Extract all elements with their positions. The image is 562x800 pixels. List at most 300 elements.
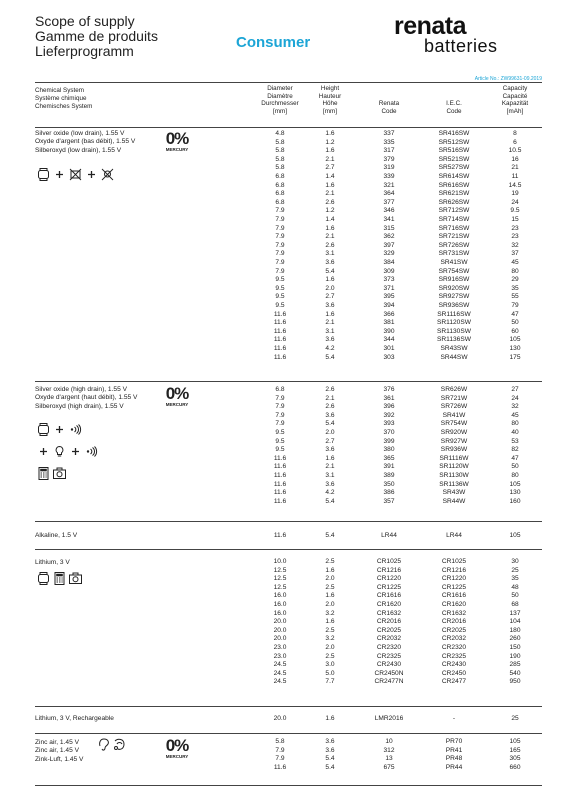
battery-row (35, 489, 542, 497)
capacity-cell: 60 (511, 327, 519, 335)
capacity-cell: 16 (511, 155, 519, 163)
height-cell: 1.2 (325, 207, 335, 215)
battery-section (35, 706, 542, 734)
renata-code-cell: 366 (383, 310, 395, 318)
header-line: Height (320, 85, 340, 92)
iec-code-cell: SR516SW (438, 147, 470, 155)
height-cell: 3.6 (325, 446, 335, 454)
height-cell: 3.1 (325, 327, 335, 335)
iec-code-cell: SR1116SW (437, 310, 471, 318)
title-line-de: Lieferprogramm (35, 43, 134, 59)
battery-row (35, 472, 542, 480)
battery-row (35, 635, 542, 643)
iec-code-cell: SR1136SW (437, 336, 471, 344)
renata-code-cell: CR2320 (376, 644, 402, 651)
iec-code-cell: CR1225 (441, 583, 467, 591)
iec-code-cell: CR1620 (441, 601, 467, 608)
capacity-cell: 165 (509, 746, 521, 754)
header-line: Hauteur (318, 92, 342, 100)
header-line: Kapazität (501, 100, 529, 108)
capacity-cell: 80 (511, 267, 519, 275)
battery-row (35, 610, 542, 618)
renata-code-cell: 377 (383, 198, 395, 206)
header-line: Diamètre (267, 92, 293, 100)
brand-subtitle: batteries (424, 36, 498, 56)
height-cell: 2.0 (325, 575, 335, 583)
header-line: Capacité (502, 92, 528, 100)
iec-code-cell: CR2325 (441, 652, 467, 660)
iec-code-cell: SR754SW (438, 267, 470, 275)
capacity-cell: 80 (511, 420, 519, 428)
renata-code-cell: 315 (383, 224, 395, 232)
height-cell: 3.2 (325, 635, 335, 643)
renata-code-cell: 339 (383, 173, 395, 180)
capacity-cell: 285 (509, 661, 521, 669)
iec-code-cell: SR714SW (438, 216, 470, 223)
header-line: Renata (378, 100, 400, 107)
renata-code-cell: 13 (385, 755, 393, 763)
battery-row (35, 584, 542, 592)
renata-code-cell: 364 (383, 190, 395, 198)
diameter-cell: 7.9 (275, 420, 285, 428)
battery-row (35, 259, 542, 267)
mercury-label: MERCURY (165, 402, 189, 407)
battery-row (35, 276, 542, 284)
diameter-cell: 20.0 (273, 618, 287, 626)
diameter-cell: 20.0 (273, 715, 287, 722)
height-cell: 2.1 (325, 319, 335, 327)
iec-code-cell: SR726SW (438, 241, 470, 249)
height-cell: 2.1 (325, 190, 335, 198)
diameter-cell: 11.6 (273, 497, 287, 505)
diameter-cell: 16.0 (273, 592, 287, 600)
renata-code-cell: LR44 (381, 532, 397, 539)
height-cell: 2.6 (325, 386, 335, 393)
capacity-cell: 80 (511, 472, 519, 479)
header-line: Durchmesser (261, 100, 299, 108)
capacity-cell: 53 (511, 437, 519, 445)
height-cell: 1.6 (325, 454, 335, 462)
title-line-en: Scope of supply (35, 13, 135, 29)
capacity-cell: 105 (509, 336, 521, 344)
renata-code-cell: 675 (383, 763, 395, 771)
diameter-cell: 12.5 (273, 566, 287, 574)
capacity-cell: 104 (509, 618, 521, 626)
capacity-cell: 660 (509, 763, 521, 771)
capacity-cell: 30 (511, 558, 519, 565)
diameter-cell: 12.5 (273, 575, 287, 583)
renata-code-cell: 399 (383, 437, 395, 445)
renata-code-cell: 384 (383, 259, 395, 266)
battery-row (35, 156, 542, 164)
diameter-cell: 7.9 (275, 746, 285, 754)
battery-row (35, 463, 542, 471)
height-cell: 3.6 (325, 302, 335, 309)
header-line: Höhe (322, 100, 338, 108)
header-line: Capacity (502, 85, 528, 92)
mercury-percent: 0% (165, 384, 189, 403)
battery-row (35, 182, 542, 190)
battery-row (35, 293, 542, 301)
renata-code-cell: 329 (383, 250, 395, 258)
height-cell: 2.7 (325, 293, 335, 301)
capacity-cell: 27 (511, 386, 519, 393)
diameter-header (255, 85, 305, 115)
battery-row (35, 395, 542, 403)
battery-row (35, 403, 542, 411)
diameter-cell: 9.5 (275, 302, 285, 309)
capacity-cell: 47 (511, 454, 519, 462)
chemical-system-line: Silver oxide (low drain), 1.55 V (35, 130, 125, 137)
battery-row (35, 575, 542, 583)
capacity-cell: 45 (511, 259, 519, 266)
renata-code-cell: CR2430 (376, 661, 402, 669)
renata-code-cell: 337 (383, 130, 395, 137)
capacity-cell: 14.5 (508, 181, 522, 189)
diameter-cell: 11.6 (273, 763, 287, 771)
iec-code-cell: SR721W (440, 394, 468, 402)
battery-row (35, 250, 542, 258)
iec-code-cell: SR716SW (438, 224, 470, 232)
chemical-system-line: Silberoxyd (high drain), 1.55 V (35, 402, 124, 410)
diameter-cell: 7.9 (275, 259, 285, 266)
renata-code-cell: 397 (383, 241, 395, 249)
diameter-cell: 9.5 (275, 429, 285, 436)
renata-code-cell: 373 (383, 276, 395, 284)
battery-row (35, 429, 542, 437)
height-cell: 7.7 (325, 678, 335, 686)
diameter-cell: 11.6 (273, 472, 287, 479)
capacity-cell: 24 (511, 394, 519, 402)
height-cell: 2.0 (325, 284, 335, 292)
brand-name: renata (394, 12, 467, 40)
battery-row (35, 319, 542, 327)
iec-code-cell: SR1130SW (437, 327, 471, 335)
battery-row (35, 302, 542, 310)
battery-row (35, 311, 542, 319)
iec-code-cell: SR920W (440, 429, 468, 436)
battery-row (35, 242, 542, 250)
article-number: Article No.: ZW99631-09.2019 (474, 76, 542, 82)
renata-code-cell: 309 (383, 267, 395, 275)
renata-code-cell: CR1620 (376, 601, 402, 608)
battery-row (35, 764, 542, 772)
iec-code-header (427, 100, 481, 115)
page-title-block (35, 14, 158, 59)
height-cell: 2.1 (325, 233, 335, 241)
capacity-header (492, 85, 538, 115)
iec-code-cell: SR1120SW (437, 319, 471, 327)
chemical-system-line: Lithium, 3 V (35, 559, 70, 566)
capacity-cell: 23 (511, 224, 519, 232)
height-cell: 2.1 (325, 155, 335, 163)
capacity-cell: 105 (509, 480, 521, 488)
capacity-cell: 175 (509, 353, 521, 361)
capacity-cell: 19 (511, 190, 519, 198)
iec-code-cell: SR44W (442, 497, 466, 505)
diameter-cell: 11.6 (273, 463, 287, 471)
battery-row (35, 420, 542, 428)
renata-code-cell: CR1220 (376, 575, 402, 583)
header-line: Code (446, 107, 462, 115)
capacity-cell: 25 (511, 566, 519, 574)
diameter-cell: 20.0 (273, 635, 287, 643)
brand-logo (394, 14, 534, 54)
capacity-cell: 11 (511, 173, 519, 180)
renata-code-cell: 312 (383, 746, 395, 754)
iec-code-cell: CR1216 (441, 566, 467, 574)
iec-code-cell: PR44 (445, 763, 463, 771)
renata-code-cell: LMR2016 (374, 715, 404, 722)
height-cell: 5.4 (325, 497, 335, 505)
diameter-cell: 11.6 (273, 353, 287, 361)
battery-row (35, 130, 542, 138)
diameter-cell: 12.5 (273, 583, 287, 591)
height-cell: 1.6 (325, 181, 335, 189)
height-cell: 1.4 (325, 216, 335, 223)
iec-code-cell: SR416SW (438, 130, 470, 137)
iec-code-cell: CR1025 (441, 558, 467, 565)
renata-code-cell: 357 (383, 497, 395, 505)
height-cell: 3.1 (325, 472, 335, 479)
battery-row (35, 199, 542, 207)
height-cell: 3.6 (325, 336, 335, 344)
height-cell: 5.4 (325, 267, 335, 275)
iec-code-cell: SR936SW (438, 302, 470, 309)
iec-code-cell: SR927SW (438, 293, 470, 301)
renata-code-cell: 319 (383, 164, 395, 172)
renata-code-cell: 376 (383, 386, 395, 393)
capacity-cell: 130 (509, 345, 521, 352)
table-header (35, 82, 542, 128)
renata-code-cell: 380 (383, 446, 395, 454)
battery-row (35, 354, 542, 362)
height-cell: 1.6 (325, 566, 335, 574)
capacity-cell: 79 (511, 302, 519, 309)
diameter-cell: 7.9 (275, 250, 285, 258)
chem-header-line: Système chimique (35, 95, 87, 102)
capacity-cell: 260 (509, 635, 521, 643)
iec-code-cell: SR521SW (438, 155, 470, 163)
iec-code-cell: SR916SW (438, 276, 470, 284)
renata-code-cell: 379 (383, 155, 395, 163)
diameter-cell: 6.8 (275, 386, 285, 393)
iec-code-cell: SR614SW (438, 173, 470, 180)
diameter-cell: 9.5 (275, 437, 285, 445)
capacity-cell: 8 (513, 130, 517, 137)
height-cell: 1.6 (325, 130, 335, 137)
iec-code-cell: SR754W (440, 420, 468, 428)
diameter-cell: 6.8 (275, 190, 285, 198)
iec-code-cell: CR2477 (441, 678, 467, 686)
renata-code-cell: CR2016 (376, 618, 402, 626)
category-title: Consumer (236, 34, 311, 51)
battery-row (35, 592, 542, 600)
diameter-cell: 11.6 (273, 336, 287, 344)
renata-code-cell: 371 (383, 284, 395, 292)
diameter-cell: 10.0 (273, 558, 287, 565)
chemical-system-line: Oxyde d'argent (bas débit), 1.55 V (35, 138, 136, 146)
diameter-cell: 23.0 (273, 652, 287, 660)
height-cell: 2.1 (325, 463, 335, 471)
iec-code-cell: SR1116W (439, 454, 469, 462)
height-cell: 3.6 (325, 411, 335, 419)
capacity-cell: 23 (511, 233, 519, 241)
diameter-cell: 16.0 (273, 601, 287, 608)
height-cell: 5.4 (325, 763, 335, 771)
capacity-cell: 48 (511, 583, 519, 591)
battery-row (35, 164, 542, 172)
iec-code-cell: CR2430 (441, 661, 467, 669)
renata-code-cell: 393 (383, 420, 395, 428)
battery-row (35, 233, 542, 241)
iec-code-cell: SR621SW (438, 190, 470, 198)
battery-row (35, 345, 542, 353)
iec-code-cell: SR927W (440, 437, 468, 445)
iec-code-cell: CR1616 (441, 592, 467, 600)
renata-code-cell: CR1216 (376, 566, 402, 574)
capacity-cell: 130 (509, 489, 521, 497)
diameter-cell: 9.5 (275, 276, 285, 284)
capacity-cell: 305 (509, 755, 521, 763)
battery-row (35, 558, 542, 566)
renata-code-cell: CR2025 (376, 626, 402, 634)
battery-row (35, 567, 542, 575)
iec-code-cell: CR1632 (441, 609, 467, 617)
height-cell: 5.4 (325, 420, 335, 428)
battery-row (35, 225, 542, 233)
height-cell: 5.4 (325, 755, 335, 763)
renata-code-cell: CR2032 (376, 635, 402, 643)
iec-code-cell: CR2032 (441, 635, 467, 643)
iec-code-cell: LR44 (446, 532, 462, 539)
renata-code-cell: 303 (383, 353, 395, 361)
iec-code-cell: CR2320 (441, 644, 467, 651)
iec-code-cell: SR527SW (438, 164, 470, 172)
capacity-cell: 15 (511, 216, 519, 223)
diameter-cell: 7.9 (275, 394, 285, 402)
height-cell: 3.6 (325, 746, 335, 754)
renata-code-cell: 301 (383, 345, 395, 352)
height-cell: 2.0 (325, 429, 335, 436)
chemical-system-line: Oxyde d'argent (haut débit), 1.55 V (35, 394, 138, 402)
capacity-cell: 32 (511, 241, 519, 249)
height-cell: 3.6 (325, 738, 335, 745)
iec-code-cell: SR41SW (440, 259, 468, 266)
diameter-cell: 11.6 (273, 310, 287, 318)
renata-code-cell: 317 (383, 147, 395, 155)
renata-code-cell: 344 (383, 336, 395, 344)
height-cell: 3.1 (325, 250, 335, 258)
iec-code-cell: SR920SW (438, 284, 470, 292)
iec-code-cell: CR2025 (441, 626, 467, 634)
height-cell: 4.2 (325, 345, 335, 352)
renata-code-cell: CR2477N (374, 678, 404, 686)
height-cell: 4.2 (325, 489, 335, 497)
diameter-cell: 5.8 (275, 155, 285, 163)
capacity-cell: 25 (511, 715, 519, 722)
height-cell: 2.6 (325, 198, 335, 206)
chemical-system-line: Zink-Luft, 1.45 V (35, 755, 84, 763)
height-cell: 3.0 (325, 661, 335, 669)
renata-code-cell: 362 (383, 233, 395, 241)
iec-code-cell: PR70 (445, 738, 463, 745)
renata-code-header (364, 100, 414, 115)
mercury-label: MERCURY (165, 147, 189, 152)
diameter-cell: 7.9 (275, 207, 285, 215)
capacity-cell: 105 (509, 532, 521, 539)
diameter-cell: 6.8 (275, 173, 285, 180)
battery-row (35, 147, 542, 155)
capacity-cell: 50 (511, 319, 519, 327)
capacity-cell: 82 (511, 446, 519, 454)
height-cell: 2.1 (325, 394, 335, 402)
capacity-cell: 180 (509, 626, 521, 634)
renata-code-cell: CR1225 (376, 583, 402, 591)
chemical-system-line: Silver oxide (high drain), 1.55 V (35, 386, 127, 393)
capacity-cell: 105 (509, 738, 521, 745)
capacity-cell: 40 (511, 429, 519, 436)
height-cell: 1.6 (325, 276, 335, 284)
iec-code-cell: CR2450 (441, 669, 467, 677)
chemical-system-line: Silberoxyd (low drain), 1.55 V (35, 146, 122, 154)
renata-code-cell: 341 (383, 216, 395, 223)
diameter-cell: 11.6 (273, 532, 287, 539)
iec-code-cell: PR48 (445, 755, 463, 763)
capacity-cell: 47 (511, 310, 519, 318)
capacity-cell: 29 (511, 276, 519, 284)
height-cell: 2.6 (325, 241, 335, 249)
height-cell: 1.6 (325, 224, 335, 232)
iec-code-cell: SR43SW (440, 345, 468, 352)
capacity-cell: 150 (509, 644, 521, 651)
height-cell: 3.6 (325, 480, 335, 488)
diameter-cell: 11.6 (273, 480, 287, 488)
header-line: [mAh] (506, 107, 524, 115)
header-line: Diameter (267, 85, 293, 92)
renata-code-cell: 396 (383, 403, 395, 411)
height-cell: 2.0 (325, 644, 335, 651)
capacity-cell: 45 (511, 411, 519, 419)
capacity-cell: 137 (509, 609, 521, 617)
diameter-cell: 7.9 (275, 216, 285, 223)
chem-header-line: Chemisches System (35, 103, 93, 110)
diameter-cell: 5.8 (275, 138, 285, 146)
capacity-cell: 55 (511, 293, 519, 301)
battery-row (35, 498, 542, 506)
height-cell: 2.6 (325, 403, 335, 411)
diameter-cell: 7.9 (275, 267, 285, 275)
capacity-cell: 21 (511, 164, 519, 172)
battery-row (35, 173, 542, 181)
height-header (305, 85, 355, 115)
renata-code-cell: 10 (385, 738, 393, 745)
battery-row (35, 644, 542, 652)
capacity-cell: 190 (509, 652, 521, 660)
battery-row (35, 336, 542, 344)
battery-row (35, 755, 542, 763)
battery-row (35, 412, 542, 420)
diameter-cell: 20.0 (273, 626, 287, 634)
height-cell: 3.2 (325, 609, 335, 617)
renata-code-cell: 321 (383, 181, 395, 189)
height-cell: 1.6 (325, 310, 335, 318)
renata-code-cell: 346 (383, 207, 395, 215)
mercury-label: MERCURY (165, 754, 189, 759)
capacity-cell: 540 (509, 669, 521, 677)
battery-row (35, 653, 542, 661)
battery-row (35, 738, 542, 746)
